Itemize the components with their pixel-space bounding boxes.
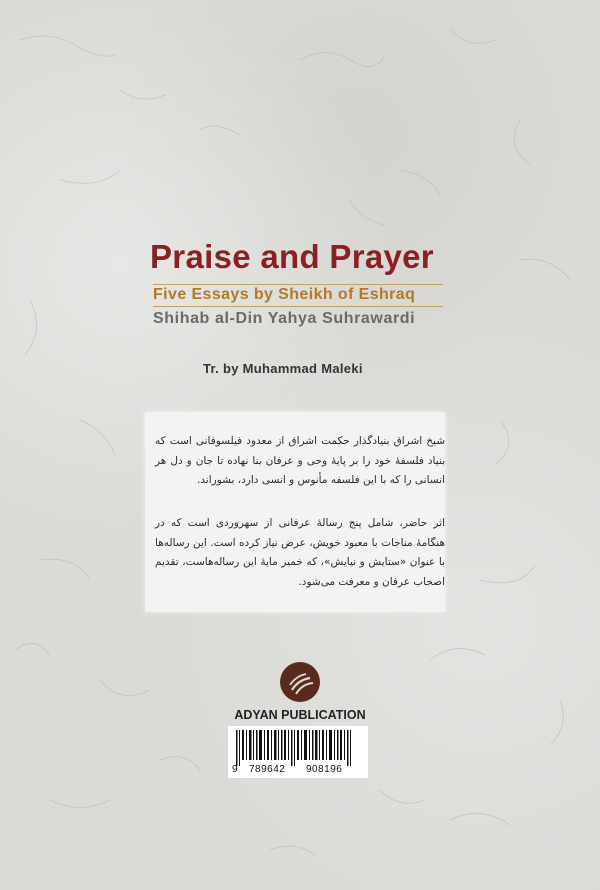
description-paragraph-1: شیخ اشراق بنیادگذار حکمت اشراق از معدود فیلسوفانی است که بنیاد فلسفهٔ خود را بر پایهٔ وحی و عرفان بنا نهاده تا جان و دل هر انسانی را که با این فلسفه مأنوس و انسی دارد، بشوراند. [155,435,445,486]
barcode-bars [228,726,368,766]
author-name: Shihab al-Din Yahya Suhrawardi [153,310,416,327]
publisher-name: ADYAN PUBLICATION [234,708,366,722]
isbn-prefix: 9 [232,764,238,775]
translator-credit: Tr. by Muhammad Maleki [203,361,363,376]
isbn-left-group: 789642 [249,764,286,775]
adyan-logo-icon [278,660,322,704]
book-subtitle: Five Essays by Sheikh of Eshraq [153,284,443,307]
description-paragraph-2: اثر حاضر، شامل پنج رسالهٔ عرفانی از سهروردی است که در هنگامهٔ مناجات با معبود خویش، عرض نیاز کرده است. این رساله‌ها با عنوان «ستایش و نیایش»، که خمیر مایهٔ این رساله‌هاست، تقدیم اصحاب عرفان و معرفت می‌شود. [155,517,445,588]
isbn-right-group: 908196 [306,764,343,775]
book-title: Praise and Prayer [150,238,434,275]
